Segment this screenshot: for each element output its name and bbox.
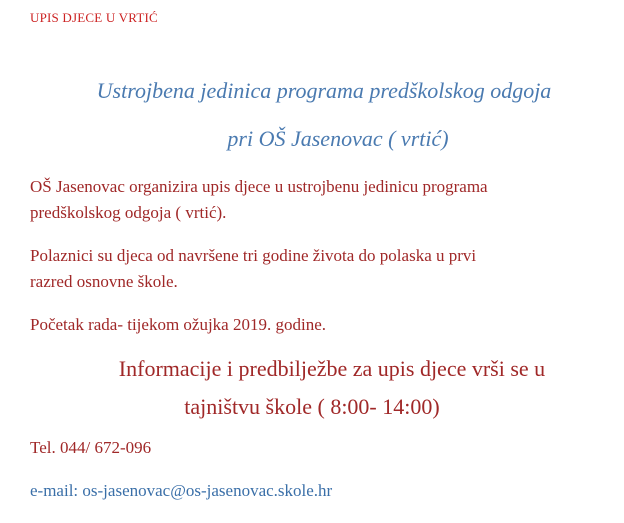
email-link[interactable]: os-jasenovac@os-jasenovac.skole.hr <box>82 481 333 500</box>
intro-paragraph-line-2: predškolskog odgoja ( vrtić). <box>30 203 227 222</box>
email-label: e-mail: <box>30 481 83 500</box>
unit-title-line-1: Ustrojbena jedinica programa predškolskog odgoja <box>96 78 552 103</box>
info-heading-line-1: Informacije i predbilježbe za upis djece vrši se u <box>118 356 546 381</box>
email-line <box>30 481 332 501</box>
intro-paragraph-line-1: OŠ Jasenovac organizira upis djece u ustrojbenu jedinicu programa <box>30 177 488 196</box>
info-heading-line-2: tajništvu škole ( 8:00- 14:00) <box>184 394 440 419</box>
phone-number: Tel. 044/ 672-096 <box>30 438 152 457</box>
start-date-paragraph: Početak rada- tijekom ožujka 2019. godine. <box>30 315 326 334</box>
eligibility-paragraph-line-1: Polaznici su djeca od navršene tri godine života do polaska u prvi <box>30 246 477 265</box>
page-header-label: UPIS DJECE U VRTIĆ <box>30 10 158 25</box>
eligibility-paragraph-line-2: razred osnovne škole. <box>30 272 178 291</box>
unit-title-line-2: pri OŠ Jasenovac ( vrtić) <box>227 126 449 151</box>
